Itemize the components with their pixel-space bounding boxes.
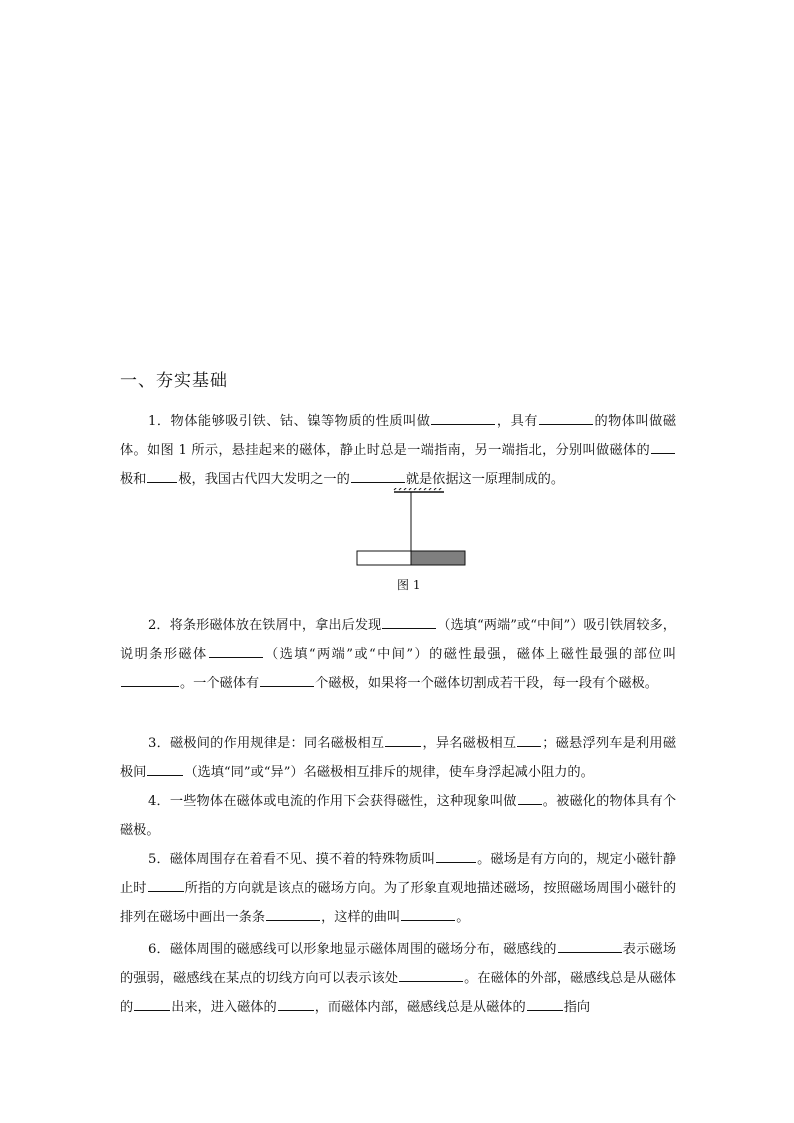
q1-text-d: 极和 — [120, 472, 147, 487]
section-title: 一、夯实基础 — [120, 371, 228, 391]
q6-blank-3[interactable] — [134, 994, 170, 1011]
q6-text-c: 。在磁体的外部，磁感线总是从磁体的 — [120, 971, 676, 1015]
q5-blank-1[interactable] — [436, 846, 476, 863]
q6-text-b: 表示磁场的强弱，磁感线在某点的切线方向可以表示该处 — [120, 942, 677, 986]
q2-blank-1[interactable] — [382, 612, 436, 629]
q4-text-a: 4．一些物体在磁体或电流的作用下会获得磁性，这种现象叫做 — [148, 794, 517, 809]
q5-text-d: ，这样的曲叫 — [321, 910, 401, 925]
q6-blank-1[interactable] — [558, 936, 622, 953]
question-3 — [120, 729, 676, 787]
q2-blank-3[interactable] — [121, 670, 179, 687]
q5-text-a: 5．磁体周围存在着看不见、摸不着的特殊物质叫 — [148, 852, 436, 867]
q6-text-d: 出来，进入磁体的 — [171, 1000, 277, 1015]
q2-text-e: 个磁极，如果将一个磁体切割成若干段，每一段有个磁极。 — [315, 676, 658, 691]
question-2 — [120, 611, 676, 698]
q1-text-f: 就是依据这一原理制成的。 — [405, 472, 565, 487]
q4-blank-1[interactable] — [518, 788, 542, 805]
q3-text-a: 3．磁极间的作用规律是：同名磁极相互 — [148, 736, 385, 751]
question-4 — [120, 787, 676, 845]
q4-text-b: 。被磁化的物体具有个磁极。 — [120, 794, 677, 838]
figure-1-caption: 图 1 — [397, 578, 421, 592]
q2-text-b: （选填“两端”或“中间”）吸引铁屑较多，说明条形磁体 — [120, 618, 676, 662]
q2-text-c: （选填“两端”或“中间”）的磁性最强，磁体上磁性最强的部位叫 — [263, 647, 677, 662]
q2-text-d: 。一个磁体有 — [180, 676, 260, 691]
q5-text-b: 。磁场是有方向的，规定小磁针静止时 — [120, 852, 677, 896]
q5-text-e: 。 — [456, 910, 470, 925]
q1-blank-4[interactable] — [147, 466, 177, 483]
q1-text-c: 的物体叫做磁体。如图 1 所示，悬挂起来的磁体，静止时总是一端指南，另一端指北，分别叫做磁体的 — [120, 414, 677, 458]
q3-blank-1[interactable] — [385, 730, 421, 747]
q6-text-e: ，而磁体内部，磁感线总是从磁体的 — [314, 1000, 526, 1015]
q3-text-d: （选填“同”或“异”）名磁极相互排斥的规律，使车身浮起减小阻力的。 — [184, 765, 594, 780]
q5-blank-4[interactable] — [401, 904, 455, 921]
q6-blank-4[interactable] — [278, 994, 314, 1011]
q6-blank-2[interactable] — [399, 965, 463, 982]
q6-text-f: 指向 — [563, 1000, 591, 1015]
q5-blank-3[interactable] — [266, 904, 320, 921]
q1-blank-1[interactable] — [431, 408, 495, 425]
figure-1-suspended-magnet — [350, 488, 474, 588]
magnet-white-end — [357, 551, 411, 565]
question-6 — [120, 935, 676, 1022]
q3-blank-3[interactable] — [147, 759, 183, 776]
q1-text-e: 极，我国古代四大发明之一的 — [178, 472, 350, 487]
q6-text-a: 6．磁体周围的磁感线可以形象地显示磁体周围的磁场分布，磁感线的 — [148, 942, 557, 957]
magnet-shaded-end — [411, 551, 465, 565]
q1-blank-2[interactable] — [539, 408, 593, 425]
q6-blank-5[interactable] — [527, 994, 563, 1011]
q1-blank-3[interactable] — [651, 437, 675, 454]
q3-blank-2[interactable] — [517, 730, 541, 747]
q5-text-c: 所指的方向就是该点的磁场方向。为了形象直观地描述磁场，按照磁场周围小磁针的排列在磁场中画出一条条 — [120, 881, 677, 925]
q1-text-b: ，具有 — [496, 414, 538, 429]
question-5 — [120, 845, 676, 932]
q3-text-c: ；磁悬浮列车是利用磁极间 — [120, 736, 676, 780]
q2-blank-4[interactable] — [260, 670, 314, 687]
q1-text-a: 1．物体能够吸引铁、钴、镍等物质的性质叫做 — [148, 414, 431, 429]
q5-blank-2[interactable] — [148, 875, 184, 892]
q2-text-a: 2．将条形磁体放在铁屑中，拿出后发现 — [148, 618, 382, 633]
q2-blank-2[interactable] — [209, 641, 263, 658]
q1-blank-5[interactable] — [351, 466, 405, 483]
q3-text-b: ，异名磁极相互 — [422, 736, 517, 751]
question-1 — [120, 407, 676, 494]
ceiling-support — [394, 488, 444, 492]
